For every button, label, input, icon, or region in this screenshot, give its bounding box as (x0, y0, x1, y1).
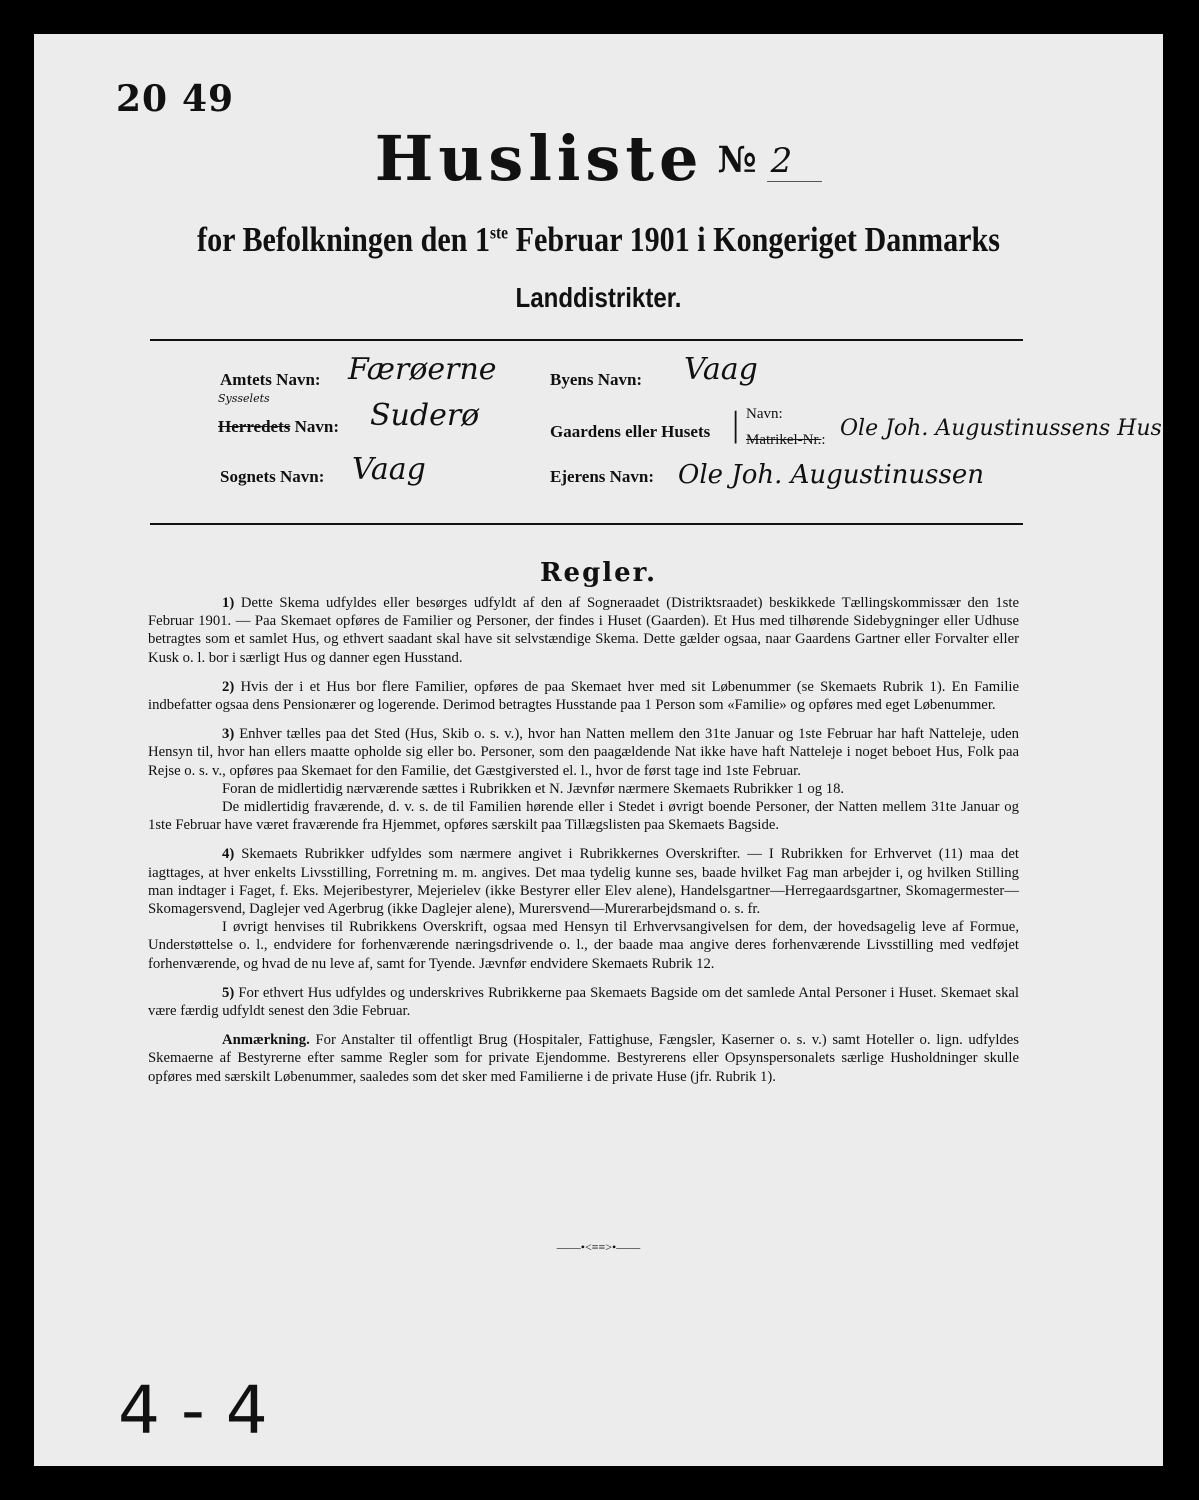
annotation-text: For Anstalter til offentligt Brug (Hospitaler, Fattighuse, Fængsler, Kaserner o. s. v.) samt Hoteller o. lign. udfyldes Skemaerne af Bestyrerne efter samme Regler som for private Ejendomme. Bestyrerens eller Opsynspersonalets særlige Husholdninger skulle opføres med særskilt Løbenummer, saaledes som det sker med Familierne i de private Huse (jfr. Rubrik 1). (148, 1032, 1020, 1085)
rule-3b-text: Foran de midlertidig nærværende sættes i Rubrikken et N. Jævnfør nærmere Skemaets Rubrikker 1 og 18. (222, 780, 845, 797)
herredets-rest: Navn: (290, 417, 340, 436)
rule-1 (148, 594, 1019, 667)
document-subtitle (113, 220, 1084, 260)
rule-4b (148, 918, 1019, 973)
ejerens-label: Ejerens Navn: (550, 467, 655, 486)
byens-value: Vaag (684, 352, 758, 387)
subtitle-sup: ste (490, 222, 509, 243)
rule-1-number: 1) (222, 595, 235, 611)
subtitle-post: Februar 1901 i Kongeriget Danmarks (508, 220, 1000, 259)
navn-label: Navn: (746, 406, 783, 422)
gaardens-label: Gaardens eller Husets (550, 422, 711, 441)
subtitle-pre: for Befolkningen den 1 (197, 220, 491, 259)
number-label: № (717, 139, 757, 181)
regler-title: Regler. (539, 558, 658, 588)
rule-3c (148, 798, 1019, 834)
sognets-value: Vaag (352, 452, 426, 487)
ornament-divider: ——•<≡≡>•—— (556, 1240, 641, 1254)
page-number-right: 49 (182, 78, 235, 120)
rule-2 (148, 678, 1019, 714)
rule-3-number: 3) (222, 726, 235, 743)
herredets-value: Suderø (370, 398, 480, 433)
bottom-divider (150, 523, 1023, 525)
top-divider (150, 339, 1023, 341)
rule-4-number: 4) (222, 846, 235, 863)
rule-3b (148, 780, 1019, 798)
document-title (34, 122, 1163, 195)
rule-3a-text: Enhver tælles paa det Sted (Hus, Skib o. s. v.), hvor han Natten mellem den 31te Januar og 1ste Februar har haft Natteleje, uden Hensyn til, hvor han ellers maatte opholde sig eller bo. Personer, som den paagældende Nat ikke have haft Natteleje i noget beboet Hus, Folk paa Rejse o. s. v., opføres paa Skemaet for den Familie, det Gæstgiversted el. l., hvor de først tage ind 1ste Februar. (148, 726, 1019, 779)
byens-label: Byens Navn: (550, 370, 643, 389)
rule-4a-text: Skemaets Rubrikker udfyldes som nærmere angivet i Rubrikkernes Overskrifter. — I Rubrikken for Erhvervet (11) maa det iagttages, at hver enkelts Livsstilling, Forretning m. m. angives. Det maa tydelig kunne ses, baade hvilket Fag man arbejder i, og hvilken Stilling man indtager i Faget, f. Eks. Mejeribestyrer, Mejerielev (ikke Bestyrer eller Elev alene), Handelsgartner—Herregaardsgartner, Skomagermester—Skomagersvend, Daglejer ved Agerbrug (ikke Daglejer alene), Murersvend—Murerarbejdsmand o. s. fr. (148, 846, 1019, 918)
rule-2-text: Hvis der i et Hus bor flere Familier, opføres de paa Skemaet hver med sit Løbenummer (se Skemaets Rubrik 1). En Familie indbefatter ogsaa dens Pensionærer og logerende. Derimod betragtes Husstande paa 1 Person som «Familie» og opføres med eget Løbenummer. (148, 678, 1019, 714)
rule-4b-text: I øvrigt henvises til Rubrikkens Overskrift, ogsaa med Hensyn til Erhvervsangivelsen for dem, der hovedsagelig leve af Formue, Understøttelse o. l., endvidere for forhenværende næringsdrivende o. l., der baade maa angive deres forhenværende Livsstilling med vedføjet forhenværende, og hvad de nu leve af, samt for Tyende. Jævnfør endvidere Skemaets Rubrik 12. (148, 919, 1019, 972)
rule-2-number: 2) (222, 678, 235, 695)
herredets-label (218, 417, 339, 437)
annotation (148, 1031, 1019, 1086)
rule-3c-text: De midlertidig fraværende, d. v. s. de til Familien hørende eller i Stedet i øvrigt boende Personer, der Natten mellem 31te Januar og 1ste Februar have været fraværende fra Hjemmet, opføres særskilt paa Tillægslisten paa Skemaets Bagside. (148, 799, 1019, 834)
sognets-label: Sognets Navn: (220, 467, 325, 486)
herredets-struck: Herredets (218, 417, 291, 436)
rule-1-text: Dette Skema udfyldes eller besørges udfyldt af den af Sogneraadet (Distriktsraadet) beskikkede Tællingskommissær den 1ste Februar 1901. — Paa Skemaet opføres de Familier og Personer, der findes i Huset (Gaarden). Et Hus med tilhørende Sidebygninger eller Udhuse betragtes som et samlet Hus, og ethvert saadant skal have sit selvstændige Skema. Dette gælder ogsaa, naar Gaardens Gartner eller Forvalter eller Kusk o. l. bor i særligt Hus og danner egen Husstand. (148, 595, 1019, 666)
amtets-value: Færøerne (348, 352, 497, 387)
rule-4 (148, 845, 1019, 918)
rules-body (148, 594, 1019, 1097)
gaardens-value: Ole Joh. Augustinussens Hus (840, 416, 1162, 441)
number-value: 2 (767, 141, 823, 182)
matrikel-rest: : (821, 432, 826, 448)
rule-5 (148, 984, 1019, 1020)
handwritten-mark: 4 - 4 (118, 1372, 268, 1449)
title-text: Husliste (374, 122, 704, 195)
document-page (34, 34, 1163, 1466)
matrikel-label (746, 432, 826, 449)
rule-3 (148, 725, 1019, 780)
amtets-label: Amtets Navn: (220, 370, 321, 389)
district-heading: Landdistrikter. (515, 282, 682, 313)
rule-5-number: 5) (222, 984, 235, 1001)
brace: | (732, 404, 740, 444)
page-number-left: 20 (116, 78, 169, 120)
rule-5-text: For ethvert Hus udfyldes og underskrives Rubrikkerne paa Skemaets Bagside om det samlede Antal Personer i Huset. Skemaet skal være færdig udfyldt senest den 3die Februar. (148, 984, 1020, 1020)
annotation-label: Anmærkning. (222, 1032, 310, 1049)
ejerens-value: Ole Joh. Augustinussen (678, 460, 984, 490)
matrikel-struck: Matrikel-Nr. (746, 432, 822, 448)
sysselets-handwritten: Sysselets (218, 392, 270, 405)
